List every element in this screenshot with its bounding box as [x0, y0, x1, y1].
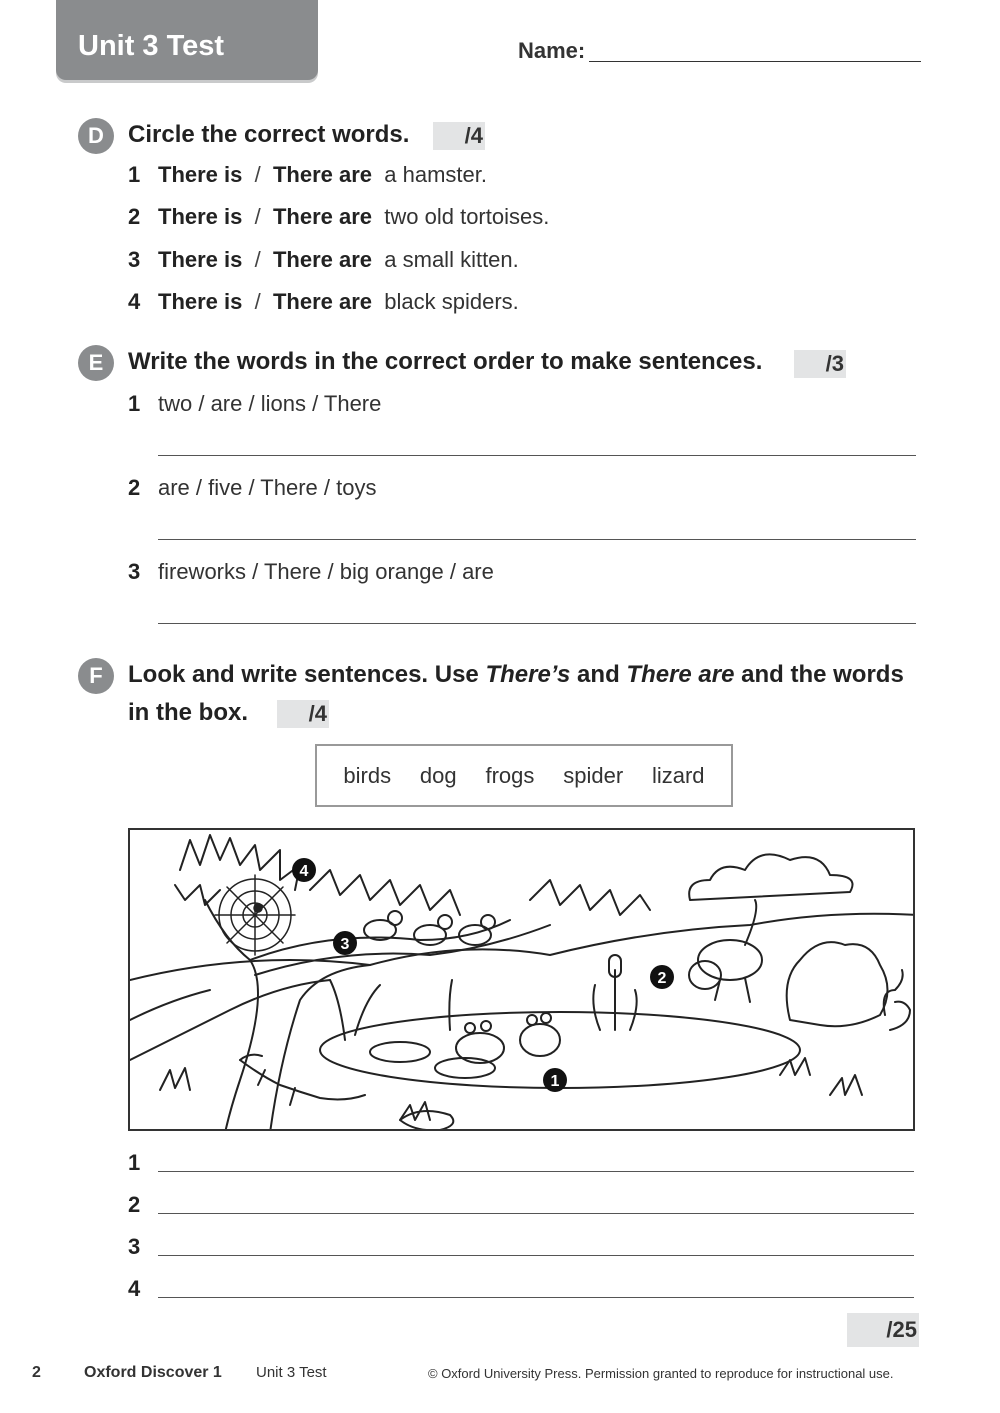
word-box-item: spider: [563, 762, 624, 788]
answer-line[interactable]: [158, 623, 916, 624]
picture-marker-2: [650, 965, 674, 989]
marker-label: 1: [550, 1073, 560, 1090]
marker-label: 3: [340, 936, 350, 953]
word-order-prompt: fireworks / There / big orange / are: [158, 559, 494, 584]
option-there-is[interactable]: There is: [158, 247, 243, 272]
pond-scene-illustration: [128, 828, 915, 1131]
sentence-ending: two old tortoises.: [384, 204, 550, 229]
item-number: 3: [128, 247, 141, 272]
sentence-ending: a hamster.: [384, 162, 487, 187]
answer-line[interactable]: [158, 1171, 914, 1172]
item-number: 1: [128, 162, 141, 187]
marker-label: 2: [657, 970, 667, 987]
word-order-prompt: are / five / There / toys: [158, 475, 377, 500]
option-there-are[interactable]: There are: [272, 289, 373, 314]
item-number: 1: [128, 1150, 141, 1175]
section-f-badge: F: [78, 658, 114, 694]
answer-line[interactable]: [158, 1213, 914, 1214]
picture-marker-4: [292, 858, 316, 882]
option-there-are[interactable]: There are: [272, 247, 373, 272]
separator: /: [254, 204, 261, 229]
emphasis-theres: There’s: [485, 661, 571, 688]
option-there-are[interactable]: There are: [272, 204, 373, 229]
answer-line[interactable]: [158, 539, 916, 540]
word-box-item: frogs: [485, 762, 535, 788]
section-d-item-3: [128, 247, 519, 273]
section-d-item-1: [128, 162, 487, 188]
picture-marker-1: [543, 1068, 567, 1092]
section-f-title-line-2: in the box.: [128, 699, 248, 726]
name-label: Name:: [518, 38, 586, 63]
item-number: 4: [128, 289, 141, 314]
unit-title-tab: [56, 0, 318, 80]
name-input-line[interactable]: [589, 61, 921, 62]
option-there-is[interactable]: There is: [158, 289, 243, 314]
item-number: 2: [128, 204, 141, 229]
answer-line[interactable]: [158, 1255, 914, 1256]
item-number: 4: [128, 1276, 141, 1301]
spider-web: [215, 875, 295, 955]
section-d-title: Circle the correct words.: [128, 121, 410, 148]
item-number: 3: [128, 1234, 141, 1259]
section-f-score: /4: [277, 700, 329, 728]
section-e-title: Write the words in the correct order to make sentences.: [128, 348, 763, 375]
item-number: 1: [128, 391, 141, 416]
option-there-is[interactable]: There is: [158, 162, 243, 187]
footer-unit: Unit 3 Test: [256, 1364, 327, 1381]
unit-title: Unit 3 Test: [78, 30, 225, 62]
separator: /: [254, 247, 261, 272]
word-order-prompt: two / are / lions / There: [158, 391, 382, 416]
lizard: [240, 1055, 365, 1105]
section-e-score: /3: [794, 350, 846, 378]
item-number: 3: [128, 559, 141, 584]
separator: /: [254, 162, 261, 187]
emphasis-there-are: There are: [626, 661, 735, 688]
separator: /: [254, 289, 261, 314]
copyright: © Oxford University Press. Permission granted to reproduce for instructional use.: [428, 1366, 894, 1381]
word-box: [315, 744, 733, 807]
item-number: 2: [128, 1192, 141, 1217]
page-number: 2: [32, 1364, 41, 1381]
item-number: 2: [128, 475, 141, 500]
section-f-title-line-1: Look and write sentences. Use There’s and There are and the words: [128, 661, 904, 688]
frogs: [456, 1013, 560, 1063]
section-d-item-4: [128, 289, 519, 315]
word-box-item: dog: [419, 762, 457, 788]
dog: [689, 900, 762, 1002]
section-d-score: /4: [433, 122, 485, 150]
word-box-item: lizard: [651, 762, 705, 788]
section-e-badge: E: [78, 345, 114, 381]
answer-line[interactable]: [158, 455, 916, 456]
marker-label: 4: [299, 863, 309, 880]
option-there-is[interactable]: There is: [158, 204, 243, 229]
book-title: Oxford Discover 1: [84, 1364, 222, 1381]
sentence-ending: a small kitten.: [384, 247, 519, 272]
section-d-item-2: [128, 204, 550, 230]
sentence-ending: black spiders.: [384, 289, 519, 314]
answer-line[interactable]: [158, 1297, 914, 1298]
total-score: /25: [847, 1313, 919, 1347]
word-box-item: birds: [343, 762, 392, 788]
option-there-are[interactable]: There are: [272, 162, 373, 187]
section-d-badge: D: [78, 118, 114, 154]
bush: [787, 942, 888, 1026]
picture-marker-3: [333, 931, 357, 955]
